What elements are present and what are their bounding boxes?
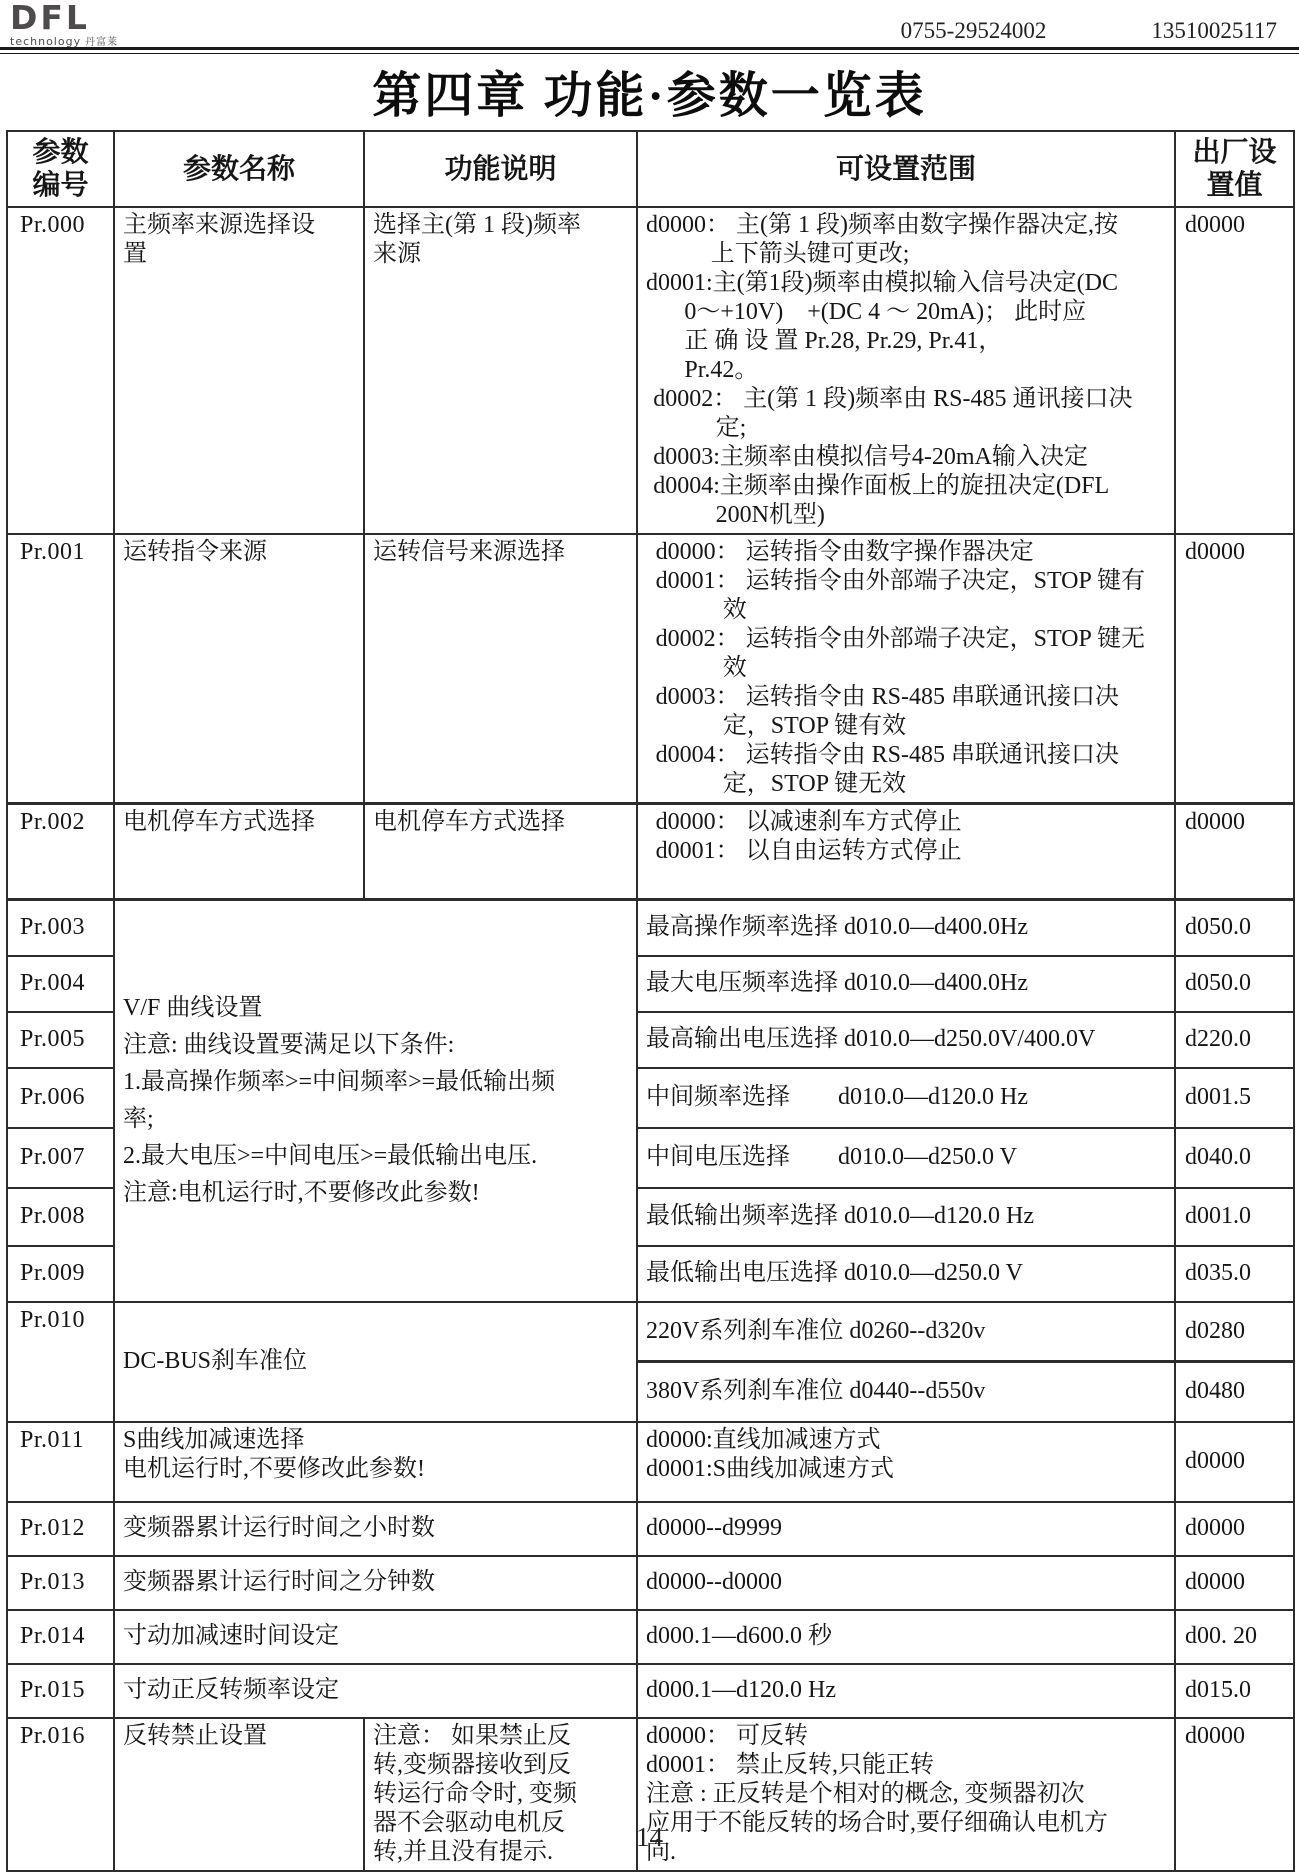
- range-cell: d0000： 主(第 1 段)频率由数字操作器决定,按 上下箭头键可更改; d0001:主(第1段)频率由模拟输入信号决定(DC 0～+10V) +(DC 4 ～ 20mA)； 此时应 正 确 设 置 Pr.28, Pr.29, Pr.41， Pr.42。 d0002： 主(第 1 段)频率由 RS-485 通讯接口决 定; d0003:主频率由模拟信号4-20mA输入决定 d0004:主频率由操作面板上的旋扭决定(DFL 200N机型): [637, 207, 1175, 534]
- default-value-cell: d001.5: [1175, 1068, 1294, 1128]
- table-row: [7, 534, 1294, 804]
- logo-brand-text: DFL: [10, 0, 90, 37]
- param-name-cell: 变频器累计运行时间之分钟数: [114, 1556, 637, 1610]
- param-name-cell: S曲线加减速选择 电机运行时,不要修改此参数!: [114, 1422, 637, 1502]
- range-cell: 最低输出电压选择 d010.0—d250.0 V: [637, 1246, 1175, 1302]
- func-desc-cell: 运转信号来源选择: [364, 534, 637, 804]
- page-title: 第四章 功能·参数一览表: [372, 68, 927, 123]
- column-header-param-no: 参数 编号: [7, 131, 114, 207]
- table-row: [7, 1302, 1294, 1362]
- param-id-cell: Pr.011: [7, 1422, 114, 1502]
- range-cell: 最大电压频率选择 d010.0—d400.0Hz: [637, 956, 1175, 1012]
- default-value-cell: d0000: [1175, 534, 1294, 804]
- param-id-cell: Pr.005: [7, 1012, 114, 1068]
- func-desc-cell: 电机停车方式选择: [364, 804, 637, 900]
- column-header-default: 出厂设 置值: [1175, 131, 1294, 207]
- parameter-table: [6, 130, 1295, 1872]
- table-row: [7, 207, 1294, 534]
- range-cell: 中间频率选择 d010.0—d120.0 Hz: [637, 1068, 1175, 1128]
- param-id-cell: Pr.007: [7, 1128, 114, 1188]
- column-header-func-desc: 功能说明: [364, 131, 637, 207]
- param-id-cell: Pr.010: [7, 1302, 114, 1422]
- func-desc-cell: 注意： 如果禁止反 转,变频器接收到反 转运行命令时, 变频 器不会驱动电机反 转,并且没有提示.: [364, 1718, 637, 1871]
- default-value-cell: d0000: [1175, 804, 1294, 900]
- range-cell: 380V系列刹车准位 d0440--d550v: [637, 1362, 1175, 1422]
- table-row: [7, 1502, 1294, 1556]
- param-id-cell: Pr.008: [7, 1188, 114, 1246]
- company-logo: [10, 1, 118, 48]
- default-value-cell: d015.0: [1175, 1664, 1294, 1718]
- param-id-cell: Pr.015: [7, 1664, 114, 1718]
- logo-subtitle-cn: 丹富莱: [85, 37, 119, 48]
- param-id-cell: Pr.000: [7, 207, 114, 534]
- default-value-cell: d050.0: [1175, 956, 1294, 1012]
- default-value-cell: d0480: [1175, 1362, 1294, 1422]
- default-value-cell: d0000: [1175, 1718, 1294, 1871]
- param-name-cell: 电机停车方式选择: [114, 804, 364, 900]
- range-cell: 最低输出频率选择 d010.0—d120.0 Hz: [637, 1188, 1175, 1246]
- table-row: [7, 1664, 1294, 1718]
- param-id-cell: Pr.001: [7, 534, 114, 804]
- header-divider: [0, 47, 1299, 54]
- default-value-cell: d050.0: [1175, 900, 1294, 956]
- phone-number-2: 13510025117: [1151, 18, 1277, 43]
- range-cell: d000.1—d120.0 Hz: [637, 1664, 1175, 1718]
- param-name-cell: 变频器累计运行时间之小时数: [114, 1502, 637, 1556]
- range-cell: 中间电压选择 d010.0—d250.0 V: [637, 1128, 1175, 1188]
- default-value-cell: d0000: [1175, 1502, 1294, 1556]
- vf-curve-note-cell: V/F 曲线设置 注意: 曲线设置要满足以下条件: 1.最高操作频率>=中间频率>=最低输出频 率; 2.最大电压>=中间电压>=最低输出电压. 注意:电机运行时,不要修改此参数!: [114, 900, 637, 1302]
- default-value-cell: d00. 20: [1175, 1610, 1294, 1664]
- table-row: [7, 1422, 1294, 1502]
- param-id-cell: Pr.013: [7, 1556, 114, 1610]
- default-value-cell: d040.0: [1175, 1128, 1294, 1188]
- range-cell: d000.1—d600.0 秒: [637, 1610, 1175, 1664]
- page-number: 14: [636, 1822, 663, 1852]
- table-header-row: [7, 131, 1294, 207]
- range-cell: d0000:直线加减速方式 d0001:S曲线加减速方式: [637, 1422, 1175, 1502]
- default-value-cell: d0000: [1175, 1556, 1294, 1610]
- param-id-cell: Pr.006: [7, 1068, 114, 1128]
- param-name-cell: 寸动加减速时间设定: [114, 1610, 637, 1664]
- page-header: [0, 0, 1299, 47]
- table-row: [7, 804, 1294, 900]
- table-row: [7, 900, 1294, 956]
- range-cell: 220V系列刹车准位 d0260--d320v: [637, 1302, 1175, 1362]
- param-name-cell: 寸动正反转频率设定: [114, 1664, 637, 1718]
- logo-subtitle: technology 丹富莱: [10, 35, 119, 48]
- table-row: [7, 1610, 1294, 1664]
- param-id-cell: Pr.009: [7, 1246, 114, 1302]
- table-row: [7, 1556, 1294, 1610]
- param-id-cell: Pr.016: [7, 1718, 114, 1871]
- range-cell: d0000： 运转指令由数字操作器决定 d0001： 运转指令由外部端子决定，STOP 键有 效 d0002： 运转指令由外部端子决定，STOP 键无 效 d0003： 运转指令由 RS-485 串联通讯接口决 定，STOP 键有效 d0004： 运转指令由 RS-485 串联通讯接口决 定，STOP 键无效: [637, 534, 1175, 804]
- default-value-cell: d035.0: [1175, 1246, 1294, 1302]
- phone-number-1: 0755-29524002: [900, 18, 1047, 43]
- default-value-cell: d0280: [1175, 1302, 1294, 1362]
- param-id-cell: Pr.014: [7, 1610, 114, 1664]
- default-value-cell: d0000: [1175, 1422, 1294, 1502]
- default-value-cell: d001.0: [1175, 1188, 1294, 1246]
- param-name-cell: 主频率来源选择设 置: [114, 207, 364, 534]
- range-cell: 最高输出电压选择 d010.0—d250.0V/400.0V: [637, 1012, 1175, 1068]
- func-desc-cell: 选择主(第 1 段)频率 来源: [364, 207, 637, 534]
- param-name-cell: 运转指令来源: [114, 534, 364, 804]
- param-name-cell: 反转禁止设置: [114, 1718, 364, 1871]
- range-cell: 最高操作频率选择 d010.0—d400.0Hz: [637, 900, 1175, 956]
- range-cell: d0000： 以减速刹车方式停止 d0001： 以自由运转方式停止: [637, 804, 1175, 900]
- param-id-cell: Pr.002: [7, 804, 114, 900]
- param-id-cell: Pr.004: [7, 956, 114, 1012]
- column-header-param-name: 参数名称: [114, 131, 364, 207]
- range-cell: d0000--d0000: [637, 1556, 1175, 1610]
- param-id-cell: Pr.003: [7, 900, 114, 956]
- contact-phones: [901, 18, 1277, 44]
- param-name-cell: DC-BUS刹车准位: [114, 1302, 637, 1422]
- param-id-cell: Pr.012: [7, 1502, 114, 1556]
- range-cell: d0000--d9999: [637, 1502, 1175, 1556]
- range-cell: d0000： 可反转 d0001： 禁止反转,只能正转 注意 : 正反转是个相对的概念, 变频器初次 应用于不能反转的场合时,要仔细确认电机方 向.: [637, 1718, 1175, 1871]
- default-value-cell: d0000: [1175, 207, 1294, 534]
- column-header-range: 可设置范围: [637, 131, 1175, 207]
- default-value-cell: d220.0: [1175, 1012, 1294, 1068]
